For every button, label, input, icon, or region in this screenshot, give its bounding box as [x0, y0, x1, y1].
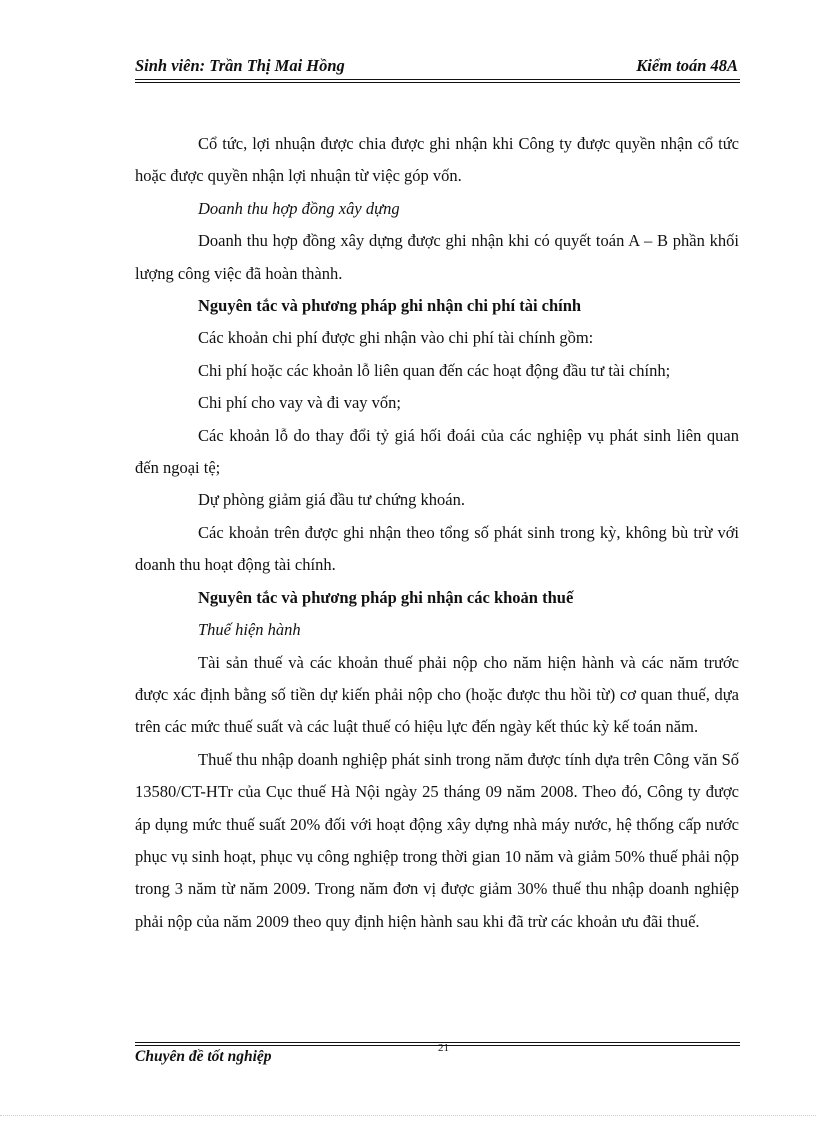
- paragraph: Các khoản chi phí được ghi nhận vào chi phí tài chính gồm:: [198, 328, 594, 348]
- paragraph: Doanh thu hợp đồng xây dựng được ghi nhận khi có quyết toán A – B phần khối lượng công việc đã hoàn thành.: [135, 231, 739, 283]
- paragraph: Chi phí hoặc các khoản lỗ liên quan đến các hoạt động đầu tư tài chính;: [198, 360, 671, 380]
- subheading-italic: Thuế hiện hành: [198, 620, 301, 640]
- footer-title: Chuyên đề tốt nghiệp: [135, 1048, 272, 1065]
- section-heading: Nguyên tắc và phương pháp ghi nhận chi phí tài chính: [198, 296, 582, 316]
- paragraph: Thuế thu nhập doanh nghiệp phát sinh trong năm được tính dựa trên Công văn Số 13580/CT-HTr của Cục thuế Hà Nội ngày 25 tháng 09 năm 2008. Theo đó, Công ty được áp dụng mức thuế suất 20% đối với hoạt động xây dựng nhà máy nước, hệ thống cấp nước phục vụ sinh hoạt, phục vụ công nghiệp trong thời gian 10 năm và giảm 50% thuế phải nộp trong 3 năm từ năm 2009. Trong năm đơn vị được giảm 30% thuế thu nhập doanh nghiệp phải nộp của năm 2009 theo quy định hiện hành sau khi đã trừ các khoản ưu đãi thuế.: [135, 749, 739, 931]
- header-rule-top: [135, 79, 740, 80]
- page-footer: [135, 1048, 740, 1070]
- paragraph: Các khoản trên được ghi nhận theo tổng số phát sinh trong kỳ, không bù trừ với doanh thu hoạt động tài chính.: [135, 522, 739, 575]
- document-body: [135, 128, 739, 938]
- header-rule-bottom: [135, 82, 740, 83]
- page-edge: [0, 1115, 816, 1116]
- section-heading: Nguyên tắc và phương pháp ghi nhận các khoản thuế: [198, 587, 574, 607]
- paragraph: Cổ tức, lợi nhuận được chia được ghi nhận khi Công ty được quyền nhận cổ tức hoặc được quyền nhận lợi nhuận từ việc góp vốn.: [135, 134, 739, 186]
- header-student-name: Sinh viên: Trần Thị Mai Hồng: [135, 56, 345, 75]
- page-header: [135, 56, 740, 78]
- subheading-italic: Doanh thu hợp đồng xây dựng: [198, 198, 400, 218]
- page-number: 21: [438, 1042, 449, 1054]
- header-class: Kiểm toán 48A: [636, 56, 738, 75]
- paragraph: Chi phí cho vay và đi vay vốn;: [198, 393, 402, 413]
- paragraph: Tài sản thuế và các khoản thuế phải nộp cho năm hiện hành và các năm trước được xác định bằng số tiền dự kiến phải nộp cho (hoặc được thu hồi từ) cơ quan thuế, dựa trên các mức thuế suất và các luật thuế có hiệu lực đến ngày kết thúc kỳ kế toán năm.: [135, 652, 739, 737]
- paragraph: Các khoản lỗ do thay đổi tỷ giá hối đoái của các nghiệp vụ phát sinh liên quan đến ngoại tệ;: [135, 425, 739, 478]
- paragraph: Dự phòng giảm giá đầu tư chứng khoán.: [198, 490, 465, 510]
